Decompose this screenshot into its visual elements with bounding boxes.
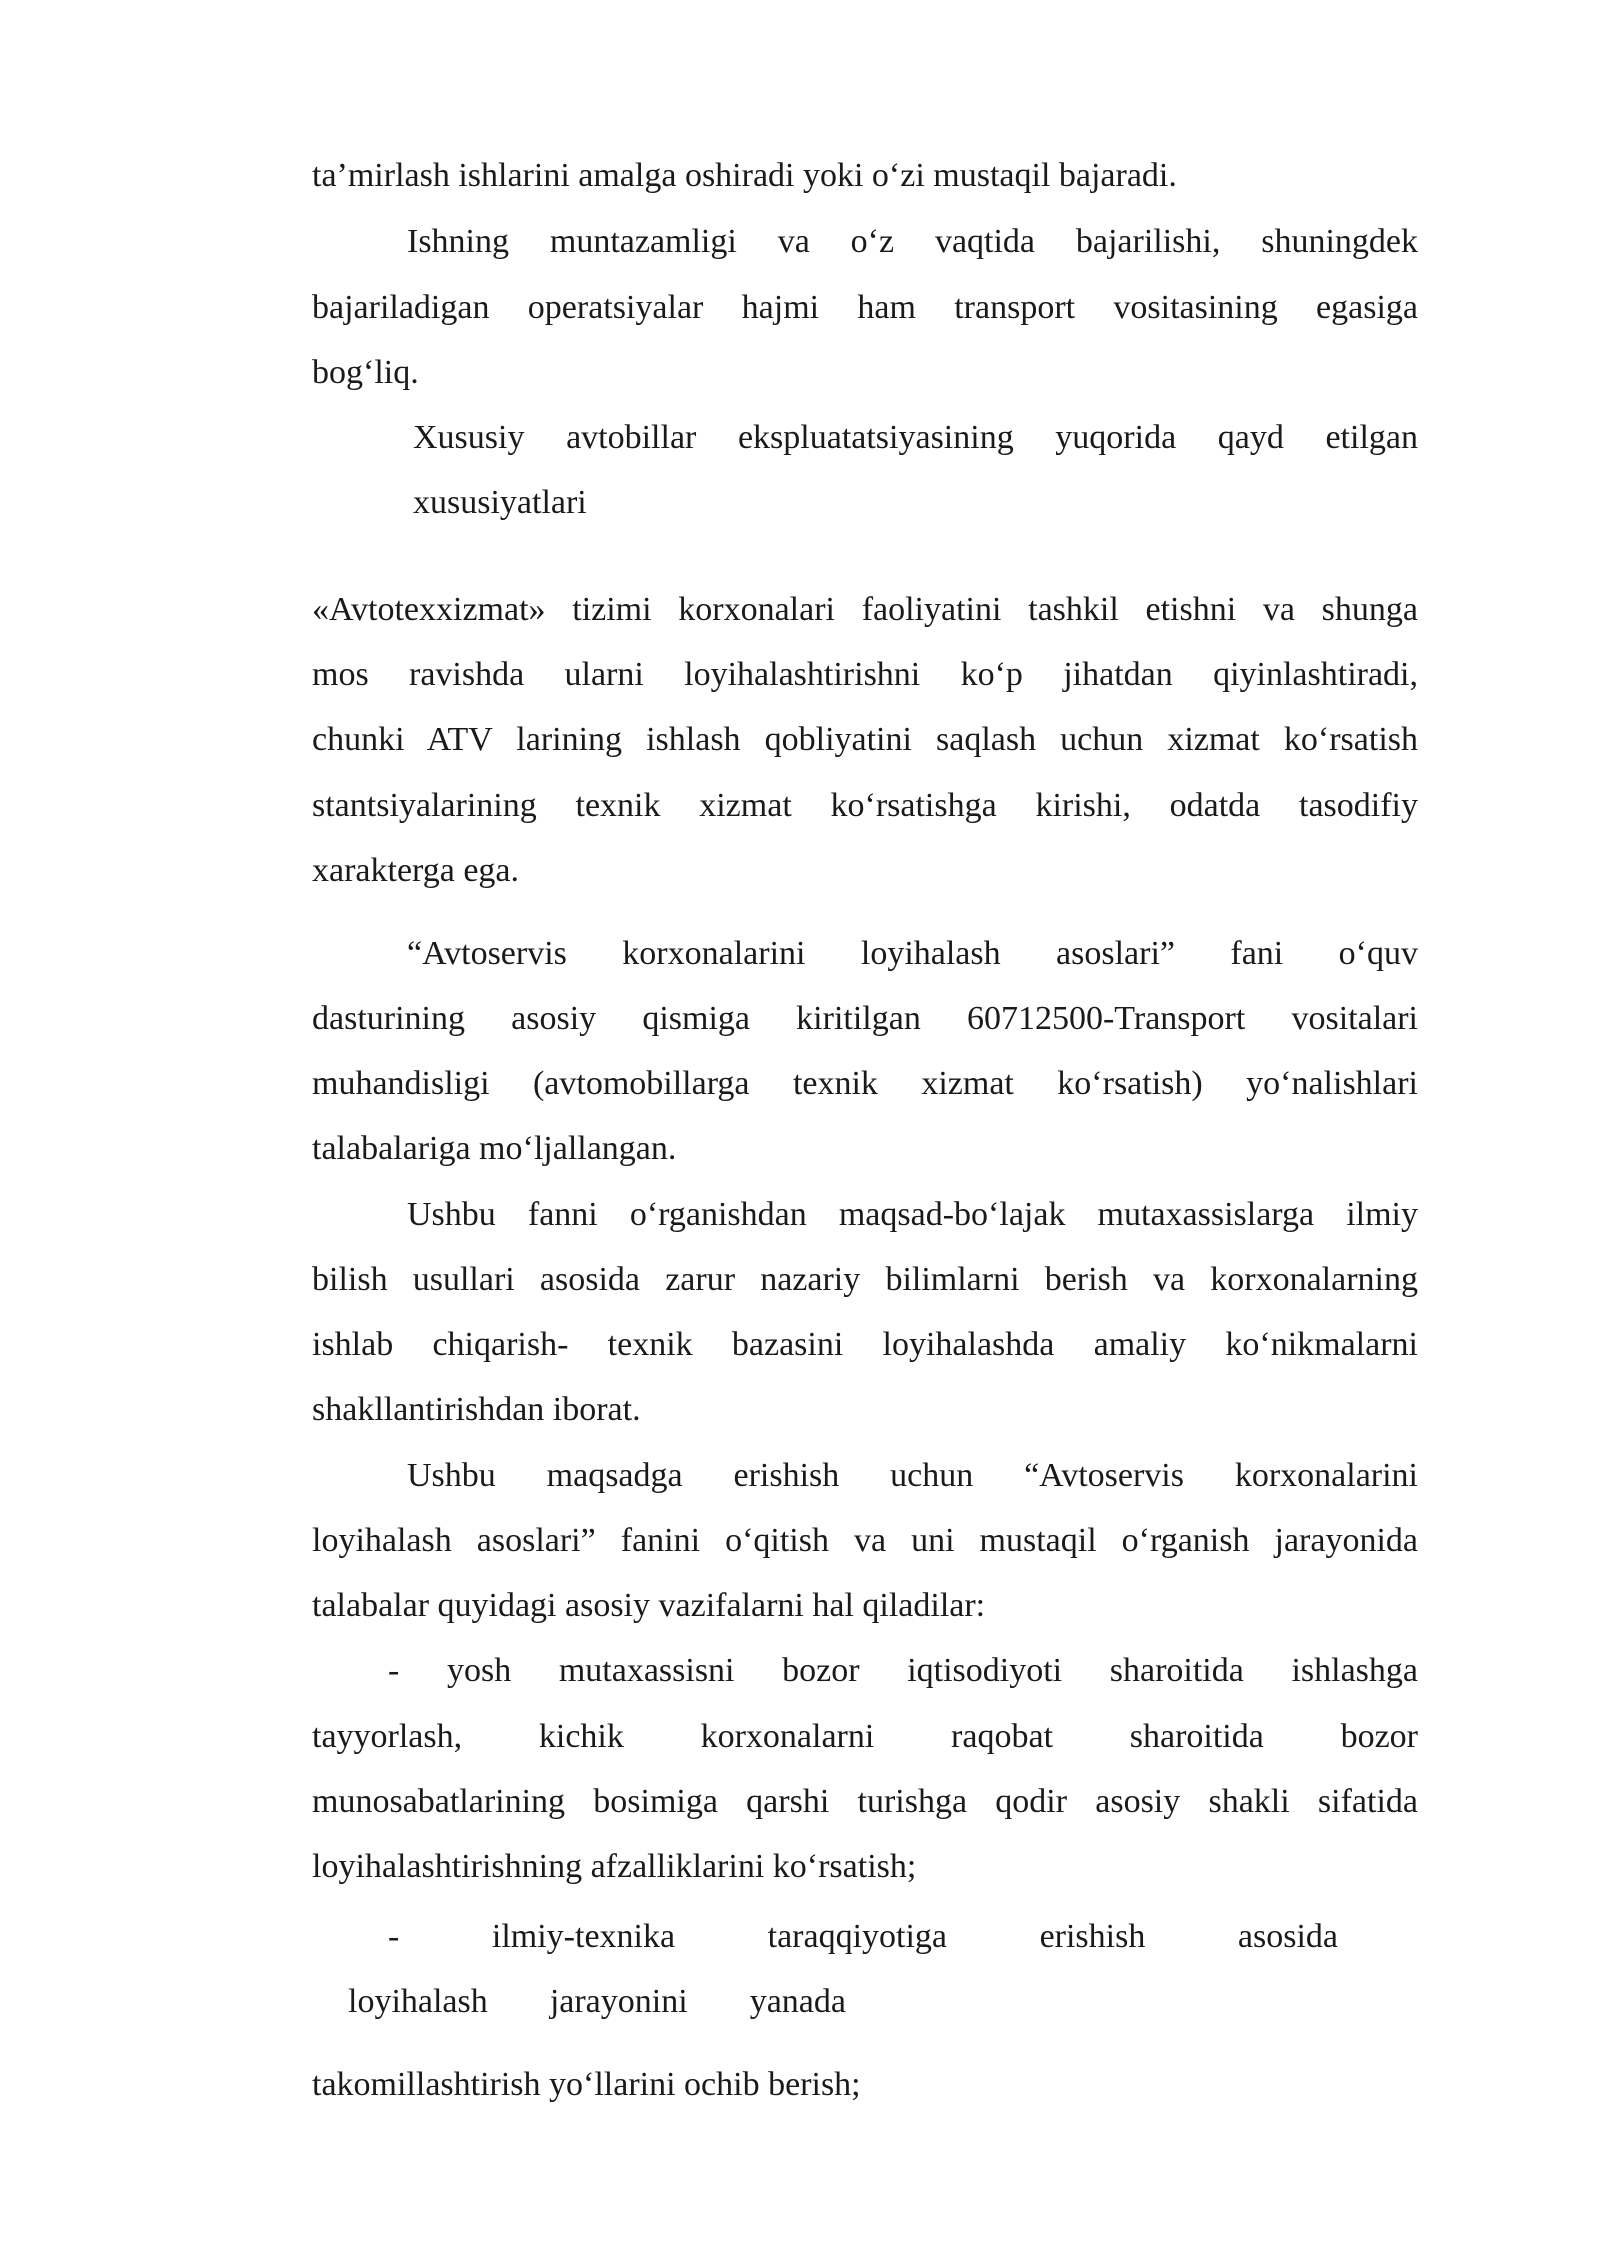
text-line: bajariladigan operatsiyalar hajmi ham transport vositasining egasiga bbox=[312, 289, 1418, 326]
text-line: stantsiyalarining texnik xizmat ko‘rsatishga kirishi, odatda tasodifiy bbox=[312, 787, 1418, 824]
text-line: Ishning muntazamligi va o‘z vaqtida bajarilishi, shuningdek bbox=[407, 223, 1418, 260]
text-line: loyihalash jarayonini yanada bbox=[348, 1983, 846, 2020]
text-line: shakllantirishdan iborat. bbox=[312, 1391, 641, 1428]
text-line: takomillashtirish yo‘llarini ochib berish; bbox=[312, 2066, 861, 2103]
text-line: tayyorlash, kichik korxonalarni raqobat sharoitida bozor bbox=[312, 1718, 1418, 1755]
text-line: ta’mirlash ishlarini amalga oshiradi yoki o‘zi mustaqil bajaradi. bbox=[312, 157, 1177, 194]
text-line: Ushbu fanni o‘rganishdan maqsad-bo‘lajak mutaxassislarga ilmiy bbox=[407, 1196, 1418, 1233]
text-line: Xususiy avtobillar ekspluatatsiyasining yuqorida qayd etilgan bbox=[413, 419, 1418, 456]
text-line: “Avtoservis korxonalarini loyihalash asoslari” fani o‘quv bbox=[407, 935, 1418, 972]
text-line: dasturining asosiy qismiga kiritilgan 60712500-Transport vositalari bbox=[312, 1000, 1418, 1037]
text-line: xarakterga ega. bbox=[312, 852, 520, 889]
text-line: «Avtotexxizmat» tizimi korxonalari faoliyatini tashkil etishni va shunga bbox=[312, 591, 1418, 628]
text-line: chunki ATV larining ishlash qobliyatini saqlash uchun xizmat ko‘rsatish bbox=[312, 721, 1418, 758]
text-line: bilish usullari asosida zarur nazariy bilimlarni berish va korxonalarning bbox=[312, 1261, 1418, 1298]
text-line: ishlab chiqarish- texnik bazasini loyihalashda amaliy ko‘nikmalarni bbox=[312, 1326, 1418, 1363]
text-line: talabalariga mo‘ljallangan. bbox=[312, 1130, 677, 1167]
text-line: talabalar quyidagi asosiy vazifalarni hal qiladilar: bbox=[312, 1587, 986, 1624]
text-line: loyihalashtirishning afzalliklarini ko‘rsatish; bbox=[312, 1848, 917, 1885]
text-line: - yosh mutaxassisni bozor iqtisodiyoti sharoitida ishlashga bbox=[388, 1652, 1418, 1689]
text-line: muhandisligi (avtomobillarga texnik xizmat ko‘rsatish) yo‘nalishlari bbox=[312, 1065, 1418, 1102]
text-line: xususiyatlari bbox=[413, 484, 587, 521]
text-line: bog‘liq. bbox=[312, 354, 419, 391]
text-line: mos ravishda ularni loyihalashtirishni ko‘p jihatdan qiyinlashtiradi, bbox=[312, 656, 1418, 693]
text-line: loyihalash asoslari” fanini o‘qitish va uni mustaqil o‘rganish jarayonida bbox=[312, 1522, 1418, 1559]
text-line: Ushbu maqsadga erishish uchun “Avtoservis korxonalarini bbox=[407, 1457, 1418, 1494]
text-line: munosabatlarining bosimiga qarshi turishga qodir asosiy shakli sifatida bbox=[312, 1783, 1418, 1820]
text-line: - ilmiy-texnika taraqqiyotiga erishish asosida bbox=[388, 1918, 1338, 1955]
